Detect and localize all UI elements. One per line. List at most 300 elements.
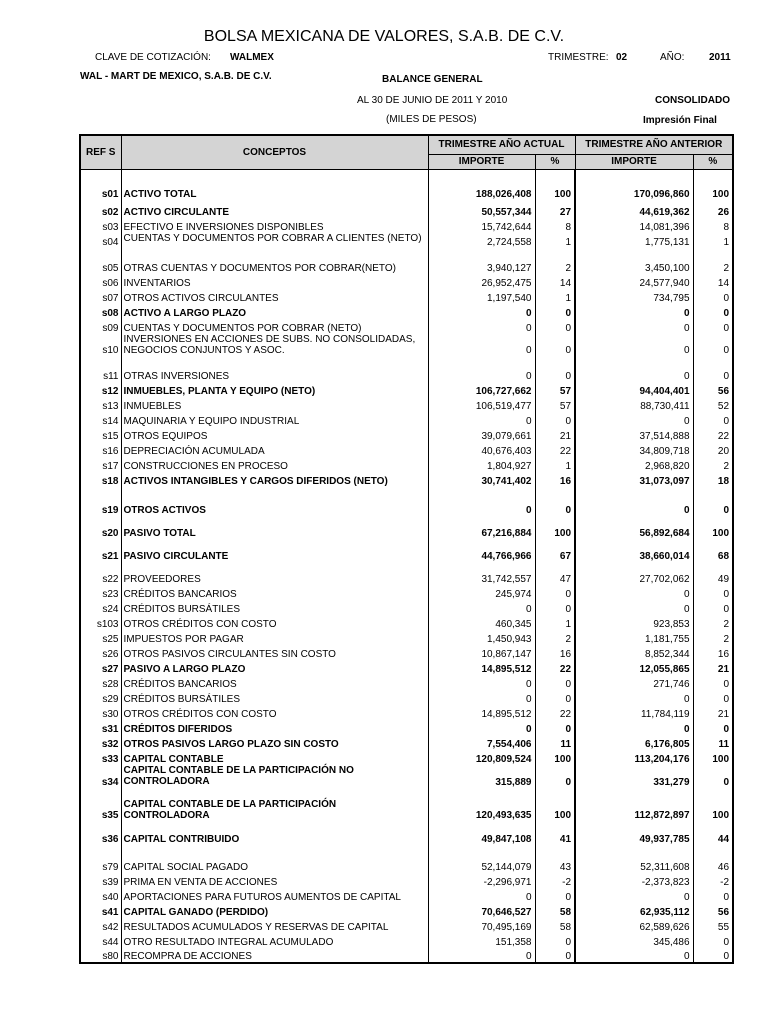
row-concept: APORTACIONES PARA FUTUROS AUMENTOS DE CAPITAL — [121, 888, 428, 903]
row-ref: s39 — [80, 873, 121, 888]
row-pct-anterior: 0 — [693, 600, 733, 615]
row-ref: s22 — [80, 562, 121, 585]
row-pct-anterior: 100 — [693, 750, 733, 765]
table-row — [80, 720, 733, 735]
row-importe-anterior: 112,872,897 — [575, 788, 693, 821]
row-pct-anterior: 0 — [693, 888, 733, 903]
row-importe-anterior: 0 — [575, 600, 693, 615]
row-ref: s18 — [80, 472, 121, 487]
row-pct-anterior: 11 — [693, 735, 733, 750]
row-pct-anterior: 1 — [693, 233, 733, 248]
row-pct-actual: 0 — [535, 319, 575, 334]
row-pct-anterior: 56 — [693, 382, 733, 397]
row-pct-anterior: 8 — [693, 218, 733, 233]
row-ref: s04 — [80, 233, 121, 248]
consolidado-label: CONSOLIDADO — [655, 95, 730, 106]
row-concept: CRÉDITOS BANCARIOS — [121, 585, 428, 600]
row-importe-actual: 0 — [428, 948, 535, 963]
row-importe-anterior: 38,660,014 — [575, 539, 693, 562]
row-pct-actual: 22 — [535, 705, 575, 720]
row-ref: s01 — [80, 169, 121, 200]
row-ref: s36 — [80, 821, 121, 845]
table-row — [80, 918, 733, 933]
row-pct-actual: -2 — [535, 873, 575, 888]
row-concept: OTROS ACTIVOS — [121, 487, 428, 516]
row-pct-actual: 1 — [535, 615, 575, 630]
row-ref: s35 — [80, 788, 121, 821]
row-importe-actual: 14,895,512 — [428, 660, 535, 675]
row-ref: s28 — [80, 675, 121, 690]
row-pct-actual: 27 — [535, 200, 575, 218]
row-importe-anterior: 0 — [575, 334, 693, 356]
table-row — [80, 412, 733, 427]
row-pct-actual: 2 — [535, 248, 575, 274]
row-pct-actual: 22 — [535, 442, 575, 457]
col-conceptos-header: CONCEPTOS — [121, 135, 428, 169]
table-row — [80, 319, 733, 334]
clave-value: WALMEX — [230, 52, 274, 63]
row-pct-actual: 58 — [535, 918, 575, 933]
row-concept: ACTIVO CIRCULANTE — [121, 200, 428, 218]
table-row — [80, 690, 733, 705]
row-pct-anterior: 18 — [693, 472, 733, 487]
table-row — [80, 933, 733, 948]
row-importe-anterior: 44,619,362 — [575, 200, 693, 218]
row-importe-anterior: 11,784,119 — [575, 705, 693, 720]
row-ref: s02 — [80, 200, 121, 218]
row-importe-actual: 120,809,524 — [428, 750, 535, 765]
row-pct-anterior: 2 — [693, 248, 733, 274]
trimestre-label: TRIMESTRE: — [548, 52, 609, 63]
table-row — [80, 169, 733, 200]
row-concept: INMUEBLES — [121, 397, 428, 412]
row-importe-anterior: 0 — [575, 690, 693, 705]
row-concept: CONSTRUCCIONES EN PROCESO — [121, 457, 428, 472]
row-ref: s80 — [80, 948, 121, 963]
row-ref: s13 — [80, 397, 121, 412]
row-importe-anterior: 24,577,940 — [575, 274, 693, 289]
table-row — [80, 630, 733, 645]
row-pct-actual: 0 — [535, 765, 575, 788]
row-pct-actual: 2 — [535, 630, 575, 645]
row-concept: CAPITAL GANADO (PERDIDO) — [121, 903, 428, 918]
row-importe-anterior: 0 — [575, 585, 693, 600]
row-importe-actual: 15,742,644 — [428, 218, 535, 233]
row-pct-actual: 0 — [535, 412, 575, 427]
row-concept: IMPUESTOS POR PAGAR — [121, 630, 428, 645]
row-concept: MAQUINARIA Y EQUIPO INDUSTRIAL — [121, 412, 428, 427]
row-ref: s25 — [80, 630, 121, 645]
row-pct-actual: 0 — [535, 356, 575, 382]
row-importe-actual: 26,952,475 — [428, 274, 535, 289]
table-row — [80, 248, 733, 274]
row-ref: s12 — [80, 382, 121, 397]
row-concept: CUENTAS Y DOCUMENTOS POR COBRAR A CLIENTES (NETO) — [121, 233, 428, 248]
row-pct-anterior: 52 — [693, 397, 733, 412]
row-importe-anterior: 331,279 — [575, 765, 693, 788]
row-importe-actual: 31,742,557 — [428, 562, 535, 585]
row-ref: s29 — [80, 690, 121, 705]
row-pct-anterior: 14 — [693, 274, 733, 289]
row-concept: OTRAS INVERSIONES — [121, 356, 428, 382]
row-ref: s14 — [80, 412, 121, 427]
table-row — [80, 356, 733, 382]
row-ref: s32 — [80, 735, 121, 750]
row-pct-anterior: 0 — [693, 304, 733, 319]
row-ref: s26 — [80, 645, 121, 660]
row-concept: OTRAS CUENTAS Y DOCUMENTOS POR COBRAR(NETO) — [121, 248, 428, 274]
row-importe-actual: 315,889 — [428, 765, 535, 788]
row-importe-anterior: 0 — [575, 720, 693, 735]
row-concept: OTROS PASIVOS CIRCULANTES SIN COSTO — [121, 645, 428, 660]
table-row — [80, 427, 733, 442]
row-importe-anterior: 62,589,626 — [575, 918, 693, 933]
table-row — [80, 457, 733, 472]
row-concept: OTROS CRÉDITOS CON COSTO — [121, 705, 428, 720]
row-pct-actual: 57 — [535, 382, 575, 397]
row-importe-anterior: 345,486 — [575, 933, 693, 948]
row-concept: CUENTAS Y DOCUMENTOS POR COBRAR (NETO) — [121, 319, 428, 334]
table-row — [80, 562, 733, 585]
row-pct-actual: 11 — [535, 735, 575, 750]
row-pct-anterior: 0 — [693, 948, 733, 963]
row-pct-anterior: 20 — [693, 442, 733, 457]
row-importe-actual: 40,676,403 — [428, 442, 535, 457]
report-date: AL 30 DE JUNIO DE 2011 Y 2010 — [357, 95, 508, 106]
row-pct-anterior: -2 — [693, 873, 733, 888]
row-pct-anterior: 0 — [693, 765, 733, 788]
col-pct-actual: % — [535, 154, 575, 169]
table-row — [80, 821, 733, 845]
row-importe-anterior: 0 — [575, 356, 693, 382]
row-pct-actual: 0 — [535, 720, 575, 735]
row-concept: CRÉDITOS BURSÁTILES — [121, 600, 428, 615]
row-importe-anterior: 6,176,805 — [575, 735, 693, 750]
impresion-label: Impresión Final — [643, 115, 717, 126]
row-importe-actual: 0 — [428, 334, 535, 356]
row-importe-actual: 188,026,408 — [428, 169, 535, 200]
row-importe-actual: 120,493,635 — [428, 788, 535, 821]
row-ref: s10 — [80, 334, 121, 356]
row-importe-actual: 460,345 — [428, 615, 535, 630]
row-pct-anterior: 0 — [693, 720, 733, 735]
row-concept: OTRO RESULTADO INTEGRAL ACUMULADO — [121, 933, 428, 948]
row-importe-actual: 1,197,540 — [428, 289, 535, 304]
row-concept: EFECTIVO E INVERSIONES DISPONIBLES — [121, 218, 428, 233]
row-importe-actual: 0 — [428, 487, 535, 516]
row-pct-actual: 57 — [535, 397, 575, 412]
row-pct-actual: 58 — [535, 903, 575, 918]
row-ref: s19 — [80, 487, 121, 516]
row-ref: s06 — [80, 274, 121, 289]
col-anterior-header: TRIMESTRE AÑO ANTERIOR — [575, 135, 733, 154]
row-importe-anterior: 94,404,401 — [575, 382, 693, 397]
table-row — [80, 705, 733, 720]
row-importe-anterior: 923,853 — [575, 615, 693, 630]
row-pct-actual: 22 — [535, 660, 575, 675]
row-pct-actual: 100 — [535, 516, 575, 539]
row-concept: DEPRECIACIÓN ACUMULADA — [121, 442, 428, 457]
row-pct-actual: 0 — [535, 675, 575, 690]
row-importe-anterior: 27,702,062 — [575, 562, 693, 585]
row-importe-actual: 50,557,344 — [428, 200, 535, 218]
row-importe-actual: 0 — [428, 675, 535, 690]
row-pct-actual: 100 — [535, 169, 575, 200]
table-row — [80, 585, 733, 600]
row-importe-actual: 70,495,169 — [428, 918, 535, 933]
trimestre-value: 02 — [616, 52, 628, 63]
row-importe-anterior: 271,746 — [575, 675, 693, 690]
row-importe-actual: 0 — [428, 319, 535, 334]
row-importe-anterior: 0 — [575, 487, 693, 516]
row-pct-anterior: 55 — [693, 918, 733, 933]
table-row — [80, 675, 733, 690]
row-pct-actual: 0 — [535, 888, 575, 903]
row-importe-anterior: 12,055,865 — [575, 660, 693, 675]
row-importe-actual: 0 — [428, 888, 535, 903]
row-ref: s27 — [80, 660, 121, 675]
row-pct-actual: 0 — [535, 600, 575, 615]
row-pct-anterior: 0 — [693, 289, 733, 304]
table-row — [80, 382, 733, 397]
row-pct-actual: 43 — [535, 845, 575, 873]
row-importe-anterior: 88,730,411 — [575, 397, 693, 412]
row-importe-anterior: 170,096,860 — [575, 169, 693, 200]
row-pct-anterior: 0 — [693, 319, 733, 334]
row-ref: s23 — [80, 585, 121, 600]
table-row — [80, 289, 733, 304]
row-importe-actual: 3,940,127 — [428, 248, 535, 274]
table-row — [80, 903, 733, 918]
col-actual-header: TRIMESTRE AÑO ACTUAL — [428, 135, 575, 154]
row-importe-actual: 2,724,558 — [428, 233, 535, 248]
row-importe-actual: 0 — [428, 600, 535, 615]
row-ref: s09 — [80, 319, 121, 334]
row-pct-anterior: 16 — [693, 645, 733, 660]
row-pct-anterior: 22 — [693, 427, 733, 442]
row-importe-anterior: 8,852,344 — [575, 645, 693, 660]
row-pct-anterior: 0 — [693, 412, 733, 427]
row-importe-actual: 151,358 — [428, 933, 535, 948]
row-importe-anterior: 1,181,755 — [575, 630, 693, 645]
col-importe-actual: IMPORTE — [428, 154, 535, 169]
row-pct-anterior: 2 — [693, 457, 733, 472]
row-importe-anterior: 2,968,820 — [575, 457, 693, 472]
table-row — [80, 645, 733, 660]
row-concept: CRÉDITOS BURSÁTILES — [121, 690, 428, 705]
row-pct-anterior: 0 — [693, 356, 733, 382]
row-pct-actual: 0 — [535, 585, 575, 600]
row-importe-actual: 1,804,927 — [428, 457, 535, 472]
balance-rows — [80, 169, 733, 963]
table-row — [80, 304, 733, 319]
row-pct-actual: 47 — [535, 562, 575, 585]
table-row — [80, 750, 733, 765]
table-row — [80, 539, 733, 562]
col-pct-anterior: % — [693, 154, 733, 169]
row-importe-actual: 106,519,477 — [428, 397, 535, 412]
row-ref: s103 — [80, 615, 121, 630]
table-row — [80, 888, 733, 903]
row-importe-actual: 14,895,512 — [428, 705, 535, 720]
row-pct-anterior: 21 — [693, 705, 733, 720]
row-pct-actual: 1 — [535, 457, 575, 472]
row-pct-anterior: 56 — [693, 903, 733, 918]
row-importe-anterior: 52,311,608 — [575, 845, 693, 873]
table-row — [80, 845, 733, 873]
row-ref: s03 — [80, 218, 121, 233]
row-ref: s31 — [80, 720, 121, 735]
row-importe-anterior: 0 — [575, 888, 693, 903]
row-concept: ACTIVOS INTANGIBLES Y CARGOS DIFERIDOS (NETO) — [121, 472, 428, 487]
row-importe-anterior: 37,514,888 — [575, 427, 693, 442]
table-row — [80, 334, 733, 356]
row-concept: CAPITAL CONTABLE DE LA PARTICIPACIÓN NO CONTROLADORA — [121, 765, 428, 788]
row-importe-actual: 10,867,147 — [428, 645, 535, 660]
row-pct-actual: 100 — [535, 788, 575, 821]
col-ref-header: REF S — [80, 135, 121, 169]
row-pct-actual: 100 — [535, 750, 575, 765]
row-ref: s42 — [80, 918, 121, 933]
row-pct-anterior: 0 — [693, 675, 733, 690]
table-row — [80, 948, 733, 963]
row-importe-actual: 44,766,966 — [428, 539, 535, 562]
row-concept: ACTIVO TOTAL — [121, 169, 428, 200]
col-importe-anterior: IMPORTE — [575, 154, 693, 169]
row-ref: s24 — [80, 600, 121, 615]
row-importe-actual: 49,847,108 — [428, 821, 535, 845]
row-pct-actual: 0 — [535, 690, 575, 705]
row-pct-actual: 16 — [535, 645, 575, 660]
row-importe-actual: 0 — [428, 690, 535, 705]
table-row — [80, 660, 733, 675]
row-ref: s17 — [80, 457, 121, 472]
table-row — [80, 788, 733, 821]
row-importe-anterior: 34,809,718 — [575, 442, 693, 457]
company-name: WAL - MART DE MEXICO, S.A.B. DE C.V. — [80, 71, 272, 82]
row-pct-anterior: 0 — [693, 487, 733, 516]
row-pct-anterior: 0 — [693, 933, 733, 948]
table-row — [80, 516, 733, 539]
table-row — [80, 233, 733, 248]
row-pct-anterior: 68 — [693, 539, 733, 562]
row-pct-actual: 1 — [535, 289, 575, 304]
row-pct-anterior: 21 — [693, 660, 733, 675]
row-importe-actual: 1,450,943 — [428, 630, 535, 645]
row-concept: INVERSIONES EN ACCIONES DE SUBS. NO CONSOLIDADAS, NEGOCIOS CONJUNTOS Y ASOC. — [121, 334, 428, 356]
row-importe-anterior: 31,073,097 — [575, 472, 693, 487]
row-concept: OTROS CRÉDITOS CON COSTO — [121, 615, 428, 630]
row-pct-anterior: 26 — [693, 200, 733, 218]
row-pct-actual: 8 — [535, 218, 575, 233]
row-importe-actual: 39,079,661 — [428, 427, 535, 442]
row-ref: s08 — [80, 304, 121, 319]
units-label: (MILES DE PESOS) — [386, 114, 477, 125]
row-pct-actual: 16 — [535, 472, 575, 487]
row-pct-anterior: 0 — [693, 690, 733, 705]
row-pct-actual: 67 — [535, 539, 575, 562]
row-importe-actual: 52,144,079 — [428, 845, 535, 873]
row-importe-actual: 106,727,662 — [428, 382, 535, 397]
row-importe-actual: 245,974 — [428, 585, 535, 600]
row-concept: PASIVO TOTAL — [121, 516, 428, 539]
row-ref: s15 — [80, 427, 121, 442]
row-pct-anterior: 44 — [693, 821, 733, 845]
row-pct-anterior: 0 — [693, 334, 733, 356]
row-importe-actual: 0 — [428, 356, 535, 382]
row-importe-anterior: -2,373,823 — [575, 873, 693, 888]
table-row — [80, 472, 733, 487]
table-row — [80, 873, 733, 888]
row-pct-actual: 21 — [535, 427, 575, 442]
row-concept: INVENTARIOS — [121, 274, 428, 289]
table-row — [80, 274, 733, 289]
row-concept: OTROS PASIVOS LARGO PLAZO SIN COSTO — [121, 735, 428, 750]
row-pct-anterior: 2 — [693, 630, 733, 645]
clave-label: CLAVE DE COTIZACIÓN: — [95, 52, 211, 63]
row-ref: s41 — [80, 903, 121, 918]
row-importe-actual: 67,216,884 — [428, 516, 535, 539]
row-pct-actual: 41 — [535, 821, 575, 845]
row-concept: OTROS ACTIVOS CIRCULANTES — [121, 289, 428, 304]
table-row — [80, 200, 733, 218]
row-pct-actual: 14 — [535, 274, 575, 289]
row-importe-anterior: 3,450,100 — [575, 248, 693, 274]
row-concept: PRIMA EN VENTA DE ACCIONES — [121, 873, 428, 888]
balance-table — [79, 134, 734, 964]
row-importe-anterior: 734,795 — [575, 289, 693, 304]
row-concept: PASIVO CIRCULANTE — [121, 539, 428, 562]
row-importe-actual: 0 — [428, 412, 535, 427]
row-ref: s40 — [80, 888, 121, 903]
row-importe-actual: 0 — [428, 720, 535, 735]
row-importe-actual: 30,741,402 — [428, 472, 535, 487]
row-pct-anterior: 100 — [693, 516, 733, 539]
row-concept: CAPITAL CONTABLE DE LA PARTICIPACIÓN CONTROLADORA — [121, 788, 428, 821]
row-pct-actual: 0 — [535, 487, 575, 516]
table-row — [80, 600, 733, 615]
row-ref: s79 — [80, 845, 121, 873]
anio-value: 2011 — [709, 52, 731, 63]
row-concept: PROVEEDORES — [121, 562, 428, 585]
row-concept: CAPITAL SOCIAL PAGADO — [121, 845, 428, 873]
row-concept: OTROS EQUIPOS — [121, 427, 428, 442]
row-importe-anterior: 49,937,785 — [575, 821, 693, 845]
row-pct-actual: 1 — [535, 233, 575, 248]
row-concept: ACTIVO A LARGO PLAZO — [121, 304, 428, 319]
row-concept: RECOMPRA DE ACCIONES — [121, 948, 428, 963]
report-title: BALANCE GENERAL — [382, 74, 483, 85]
row-ref: s44 — [80, 933, 121, 948]
table-row — [80, 487, 733, 516]
row-importe-actual: -2,296,971 — [428, 873, 535, 888]
row-pct-anterior: 0 — [693, 585, 733, 600]
row-pct-anterior: 49 — [693, 562, 733, 585]
table-row — [80, 442, 733, 457]
row-concept: CRÉDITOS BANCARIOS — [121, 675, 428, 690]
row-concept: INMUEBLES, PLANTA Y EQUIPO (NETO) — [121, 382, 428, 397]
row-concept: CAPITAL CONTRIBUIDO — [121, 821, 428, 845]
table-row — [80, 765, 733, 788]
row-importe-anterior: 62,935,112 — [575, 903, 693, 918]
row-concept: RESULTADOS ACUMULADOS Y RESERVAS DE CAPITAL — [121, 918, 428, 933]
row-pct-anterior: 100 — [693, 169, 733, 200]
row-ref: s30 — [80, 705, 121, 720]
row-ref: s33 — [80, 750, 121, 765]
row-pct-anterior: 46 — [693, 845, 733, 873]
table-row — [80, 615, 733, 630]
row-pct-actual: 0 — [535, 948, 575, 963]
